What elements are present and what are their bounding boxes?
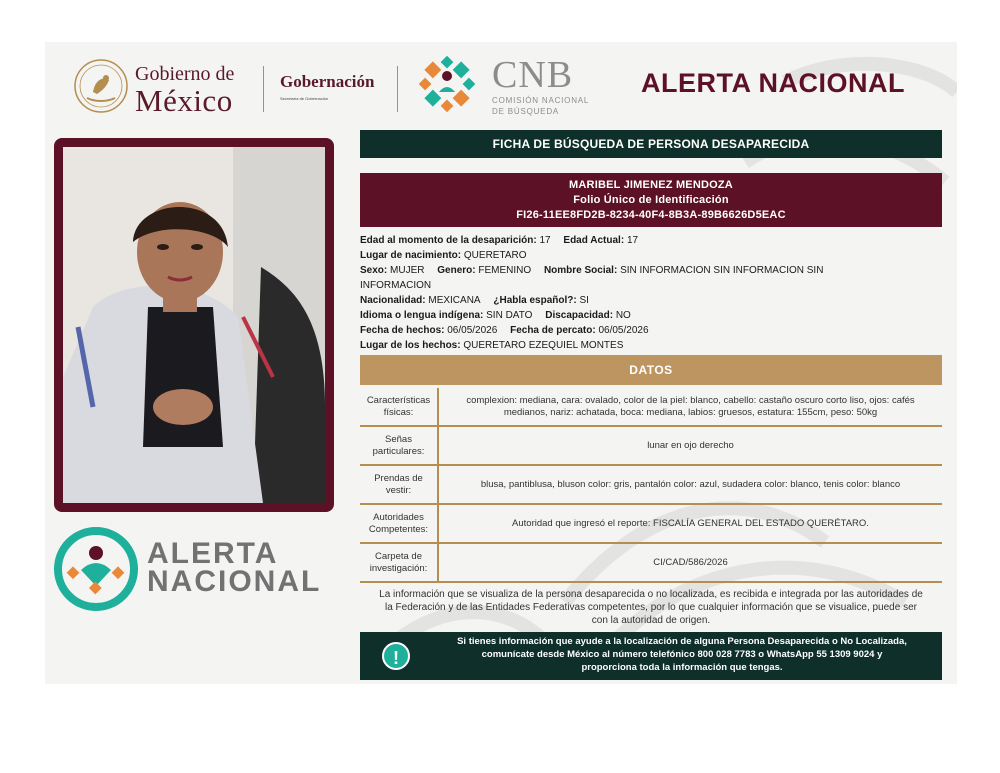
edad-actual-label: Edad Actual:: [563, 235, 625, 246]
gobierno-line1: Gobierno de: [135, 63, 235, 85]
caracteristicas-label: Características físicas:: [360, 388, 438, 426]
fecha-percato-value: 06/05/2026: [598, 325, 649, 336]
lugar-nacimiento-label: Lugar de nacimiento:: [360, 250, 462, 261]
info-row-idioma: [360, 308, 942, 323]
sexo-label: Sexo:: [360, 265, 388, 276]
cnb-subtitle-line2: DE BÚSQUEDA: [492, 107, 560, 116]
table-row: [360, 426, 942, 465]
nombre-social-label: Nombre Social:: [543, 265, 618, 276]
idioma-label: Idioma o lengua indígena:: [360, 310, 484, 321]
header-divider: [397, 66, 398, 112]
info-row-lugar-hechos: [360, 338, 942, 353]
datos-title-bar: DATOS: [360, 355, 942, 385]
nacional-word: NACIONAL: [147, 565, 322, 598]
autoridades-label: Autoridades Competentes:: [360, 504, 438, 543]
alert-poster: [45, 42, 957, 684]
table-row: [360, 543, 942, 582]
alerta-nacional-wordmark: [147, 537, 322, 598]
alerta-nacional-title: ALERTA NACIONAL: [641, 68, 905, 98]
table-row: [360, 465, 942, 504]
caracteristicas-value: complexion: mediana, cara: ovalado, color de la piel: blanco, cabello: castaño oscuro corto liso, ojos: cafés medianos, nariz: achatada, boca: mediana, labios: gruesos, estatura: 155cm, peso: 50kg: [438, 388, 942, 426]
disclaimer-text: [360, 588, 942, 627]
nombre-social-value-cont: INFORMACION: [360, 280, 432, 291]
habla-espanol-label: ¿Habla español?:: [493, 295, 577, 306]
habla-espanol-value: SI: [579, 295, 589, 306]
gobierno-line2: México: [135, 83, 233, 118]
contact-line: Si tienes información que ayude a la localización de alguna Persona Desaparecida o No Localizada,: [457, 636, 907, 647]
exclamation-icon: !: [382, 642, 410, 670]
discapacidad-label: Discapacidad:: [545, 310, 614, 321]
info-row-nombre-social-cont: [360, 278, 942, 293]
disclaimer-line: con la autoridad de origen.: [591, 615, 711, 626]
disclaimer-line: La información que se visualiza de la persona desaparecida o no localizada, es recibida e integrada por las autoridades de: [379, 589, 923, 600]
nacionalidad-label: Nacionalidad:: [360, 295, 426, 306]
mexico-seal-icon: [73, 58, 129, 114]
autoridades-value: Autoridad que ingresó el reporte: FISCALÍA GENERAL DEL ESTADO QUERÉTARO.: [438, 504, 942, 543]
person-info-block: [360, 233, 942, 353]
senas-label: Señas particulares:: [360, 426, 438, 465]
carpeta-value: CI/CAD/586/2026: [438, 543, 942, 582]
person-photo: [63, 147, 325, 503]
nombre-social-value: SIN INFORMACION SIN INFORMACION SIN: [620, 265, 824, 276]
person-photo-frame: [54, 138, 334, 512]
info-row-edad: [360, 233, 942, 248]
prendas-value: blusa, pantiblusa, bluson color: gris, pantalón color: azul, sudadera color: blanco, tenis color: blanco: [438, 465, 942, 504]
fecha-hechos-label: Fecha de hechos:: [360, 325, 445, 336]
info-row-nacionalidad: [360, 293, 942, 308]
idioma-value: SIN DATO: [486, 310, 533, 321]
gobernacion-text: Gobernación: [280, 72, 375, 91]
edad-desaparicion-label: Edad al momento de la desaparición:: [360, 235, 537, 246]
person-name-bar: [360, 173, 942, 227]
folio-value: FI26-11EE8FD2B-8234-40F4-8B3A-89B6626D5EAC: [516, 209, 786, 221]
gobierno-mexico-logo: [135, 64, 234, 116]
info-row-sexo: [360, 263, 942, 278]
fecha-percato-label: Fecha de percato:: [510, 325, 596, 336]
person-name: MARIBEL JIMENEZ MENDOZA: [569, 179, 733, 191]
disclaimer-line: la Federación y de las Entidades Federativas competentes, por lo que cualquier información que se visualice, puede ser: [385, 602, 917, 613]
sexo-value: MUJER: [390, 265, 425, 276]
genero-label: Genero:: [437, 265, 476, 276]
ficha-title-bar: FICHA DE BÚSQUEDA DE PERSONA DESAPARECIDA: [360, 130, 942, 158]
fecha-hechos-value: 06/05/2026: [447, 325, 498, 336]
lugar-hechos-label: Lugar de los hechos:: [360, 340, 461, 351]
datos-table: [360, 388, 942, 583]
info-row-fechas: [360, 323, 942, 338]
alerta-word: ALERTA: [147, 537, 279, 570]
senas-value: lunar en ojo derecho: [438, 426, 942, 465]
lugar-hechos-value: QUERETARO EZEQUIEL MONTES: [463, 340, 624, 351]
gobernacion-logo: [280, 72, 374, 101]
cnb-logo-icon: [411, 48, 483, 120]
table-row: [360, 504, 942, 543]
contact-info-bar: [360, 632, 942, 680]
nacionalidad-value: MEXICANA: [428, 295, 481, 306]
genero-value: FEMENINO: [478, 265, 532, 276]
folio-label: Folio Único de Identificación: [573, 194, 729, 206]
cnb-subtitle-line1: COMISIÓN NACIONAL: [492, 96, 590, 105]
contact-line: proporciona toda la información que tengas.: [581, 662, 783, 673]
discapacidad-value: NO: [615, 310, 631, 321]
cnb-wordmark: [492, 56, 589, 116]
alerta-nacional-logo-icon: [53, 526, 139, 612]
info-row-nacimiento: [360, 248, 942, 263]
header-divider: [263, 66, 264, 112]
lugar-nacimiento-value: QUERETARO: [463, 250, 527, 261]
edad-actual-value: 17: [626, 235, 639, 246]
cnb-acronym: CNB: [492, 54, 574, 96]
prendas-label: Prendas de vestir:: [360, 465, 438, 504]
gobernacion-subtext: Secretaría de Gobernación: [280, 96, 329, 101]
table-row: [360, 388, 942, 426]
edad-desaparicion-value: 17: [539, 235, 551, 246]
carpeta-label: Carpeta de investigación:: [360, 543, 438, 582]
contact-line: comunícate desde México al número telefónico 800 028 7783 o WhatsApp 55 1309 9024 y: [481, 649, 883, 660]
